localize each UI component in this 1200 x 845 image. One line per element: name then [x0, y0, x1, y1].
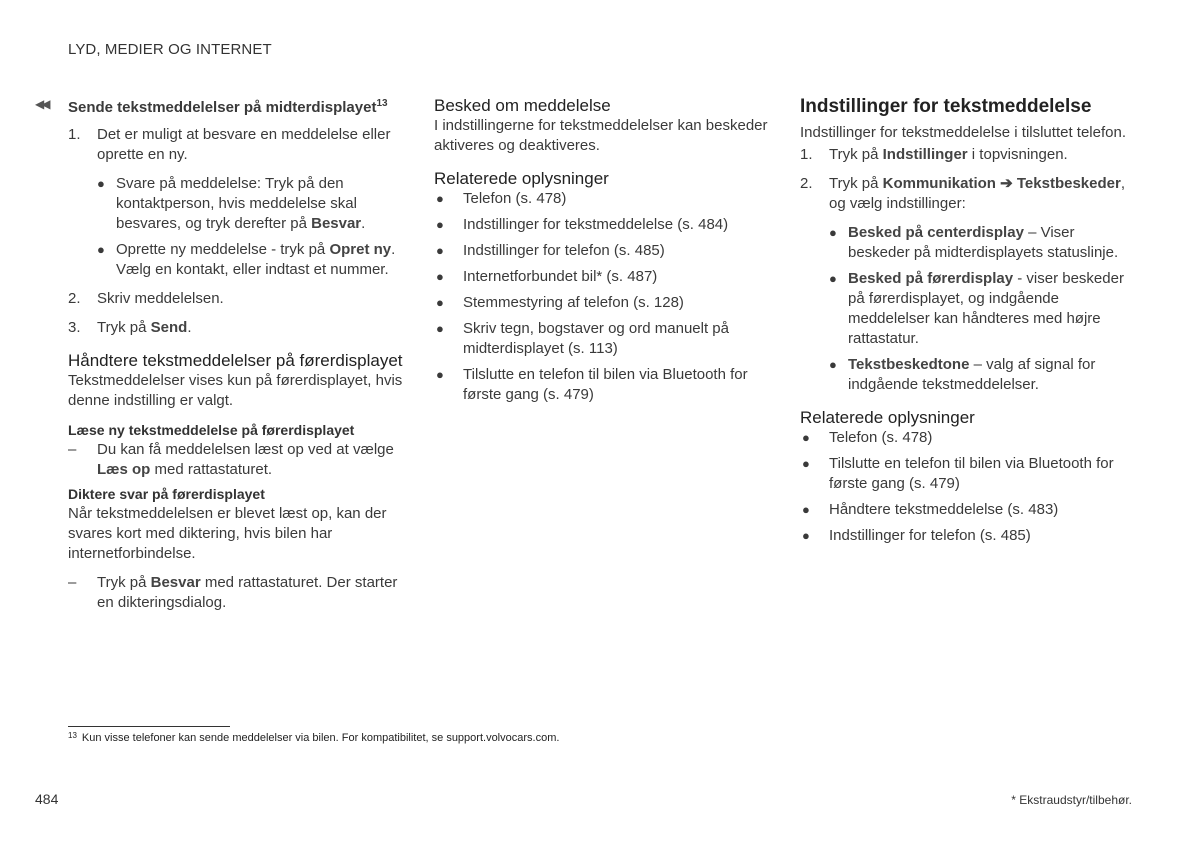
heading-notification: Besked om meddelelse [434, 96, 611, 115]
bullet-icon: ● [802, 430, 810, 445]
paragraph-handle: Tekstmeddelelser vises kun på førerdisplayet, hvis denne indstilling er valgt. [68, 372, 403, 409]
related-link[interactable]: ● Indstillinger for tekstmeddelelse (s. 484) [436, 216, 729, 233]
bullet-icon: ● [829, 271, 837, 286]
option-message-tone: ● Tekstbeskedtone – valg af signal for indgående tekstmeddelelser. [829, 356, 1096, 393]
heading-read-message: Læse ny tekstmeddelelse på førerdisplayet [68, 422, 355, 438]
column-1 [68, 95, 408, 613]
section-title-settings: Indstillinger for tekstmeddelelse [800, 96, 1092, 117]
bullet-icon: ● [97, 242, 105, 257]
related-list [434, 189, 769, 405]
footnote: $^{13}$ Kun visse telefoner kan sende meddelelser via bilen. For kompatibilitet, se support.volvocars.com. [68, 731, 560, 744]
step-2: 2. Tryk på Kommunikation ➔ Tekstbeskeder, og vælg indstillinger: [800, 175, 1125, 212]
heading-related-info: Relaterede oplysninger [800, 408, 975, 427]
bullet-icon: ● [802, 456, 810, 471]
step-1: 1. Det er muligt at besvare en meddelelse eller oprette en ny. [68, 126, 391, 163]
bullet-icon: ● [802, 502, 810, 517]
bullet-icon: ● [436, 269, 444, 284]
bullet-icon: ● [436, 191, 444, 206]
footnote-divider [68, 726, 230, 727]
arrow-right-icon: ➔ [995, 175, 1017, 192]
related-link[interactable]: ● Stemmestyring af telefon (s. 128) [436, 294, 684, 311]
section-title-send-messages: Sende tekstmeddelelser på midterdisplayet$^{13}$ [68, 98, 388, 116]
continued-arrow-icon: ◀◀ [35, 97, 48, 111]
step-3: 3. Tryk på Send. [68, 319, 192, 336]
footnote-ref: 13 [376, 98, 388, 109]
bullet-icon: ● [436, 321, 444, 336]
bullet-icon: ● [802, 528, 810, 543]
bullet-icon: ● [97, 176, 105, 191]
step-2: 2. Skriv meddelelsen. [68, 290, 224, 307]
bullet-reply: ● Svare på meddelelse: Tryk på den kontaktperson, hvis meddelelse skal besvares, og tryk derefter på Besvar. [97, 175, 366, 232]
paragraph-intro: Indstillinger for tekstmeddelelse i tilsluttet telefon. [800, 124, 1126, 141]
paragraph-dictate: Når tekstmeddelelsen er blevet læst op, kan der svares kort med diktering, hvis bilen har internetforbindelse. [68, 505, 387, 562]
related-link[interactable]: ● Indstillinger for telefon (s. 485) [436, 242, 665, 259]
related-list [800, 428, 1135, 546]
related-link[interactable]: ● Telefon (s. 478) [802, 429, 933, 446]
bullet-icon: ● [436, 295, 444, 310]
column-2 [434, 95, 769, 405]
related-link[interactable]: ● Tilslutte en telefon til bilen via Bluetooth for første gang (s. 479) [802, 455, 1114, 492]
page-number: 484 [35, 791, 59, 807]
related-link[interactable]: ● Tilslutte en telefon til bilen via Bluetooth for første gang (s. 479) [436, 366, 748, 403]
heading-handle-messages: Håndtere tekstmeddelelser på førerdisplayet [68, 351, 403, 370]
column-3 [800, 95, 1135, 546]
related-link[interactable]: ● Håndtere tekstmeddelelse (s. 483) [802, 501, 1059, 518]
bullet-new-message: ● Oprette ny meddelelse - tryk på Opret ny. Vælg en kontakt, eller indtast et nummer. [97, 241, 396, 278]
bullet-icon: ● [829, 357, 837, 372]
running-header: LYD, MEDIER OG INTERNET [68, 41, 272, 58]
related-link[interactable]: ● Skriv tegn, bogstaver og ord manuelt på midterdisplayet (s. 113) [436, 320, 729, 357]
step-1: 1. Tryk på Indstillinger i topvisningen. [800, 146, 1068, 163]
related-link[interactable]: ● Internetforbundet bil* (s. 487) [436, 268, 658, 285]
heading-dictate: Diktere svar på førerdisplayet [68, 486, 265, 502]
bullet-icon: ● [436, 367, 444, 382]
heading-related-info: Relaterede oplysninger [434, 169, 609, 188]
related-link[interactable]: ● Telefon (s. 478) [436, 190, 567, 207]
option-center-display: ● Besked på centerdisplay – Viser beskeder på midterdisplayets statuslinje. [829, 224, 1119, 261]
dash-item-dictate: – Tryk på Besvar med rattastaturet. Der starter en dikteringsdialog. [68, 574, 398, 611]
related-link[interactable]: ● Indstillinger for telefon (s. 485) [802, 527, 1031, 544]
dash-item-read: – Du kan få meddelelsen læst op ved at vælge Læs op med rattastaturet. [68, 441, 394, 478]
bullet-icon: ● [436, 217, 444, 232]
bullet-icon: ● [436, 243, 444, 258]
footer-note: * Ekstraudstyr/tilbehør. [1011, 793, 1132, 807]
paragraph-notification: I indstillingerne for tekstmeddelelser kan beskeder aktiveres og deaktiveres. [434, 117, 768, 154]
bullet-icon: ● [829, 225, 837, 240]
option-driver-display: ● Besked på førerdisplay - viser beskeder på førerdisplayet, og indgående meddelelser kan håndteres med højre rattastatur. [829, 270, 1124, 347]
